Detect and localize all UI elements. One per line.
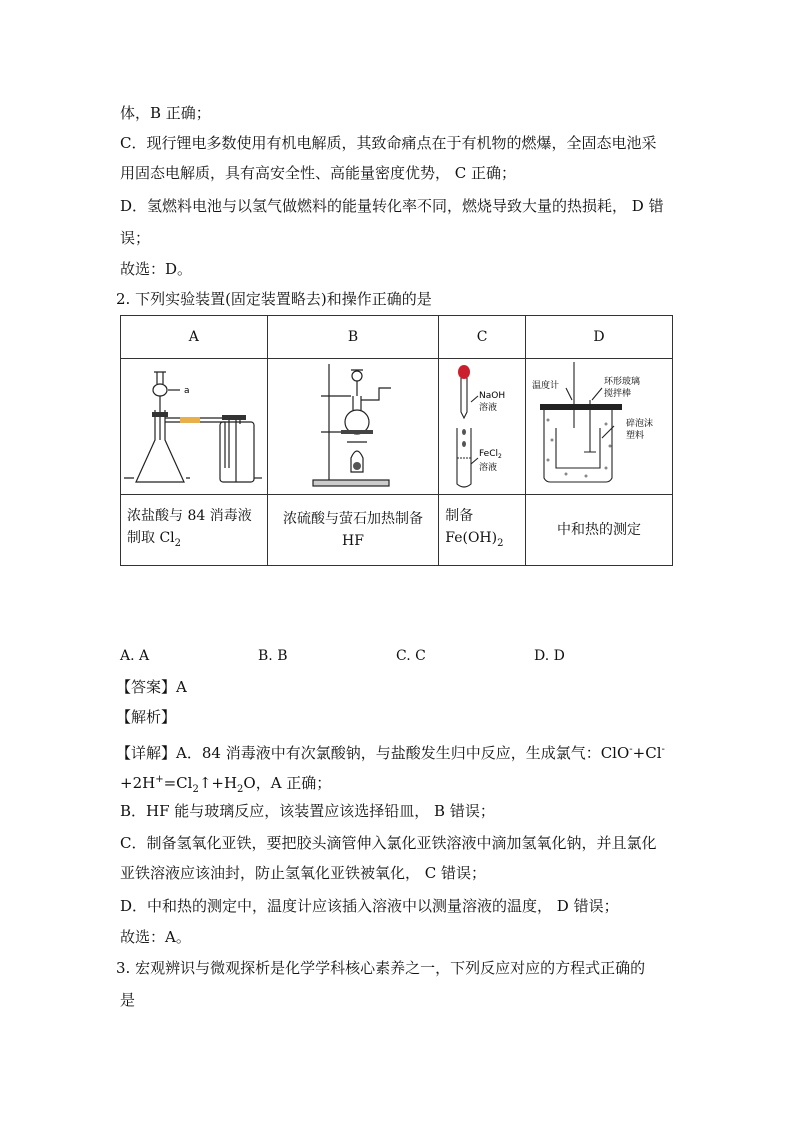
label-foam-2: 塑料 bbox=[626, 430, 645, 441]
label-stirrer-1: 环形玻璃 bbox=[604, 376, 641, 387]
dropper-testtube-figure bbox=[442, 360, 522, 490]
option-d[interactable]: D. D bbox=[534, 648, 565, 664]
figure-b bbox=[267, 359, 439, 495]
text-line: C．现行锂电多数使用有机电解质，其致命痛点在于有机物的燃爆，全固态电池采 bbox=[120, 134, 657, 152]
caption-d: 中和热的测定 bbox=[526, 495, 673, 566]
answer-line: 【答案】A bbox=[116, 678, 187, 696]
question-3-line-1: 3. 宏观辨识与微观探析是化学学科核心素养之一，下列反应对应的方程式正确的 bbox=[116, 959, 646, 977]
header-a: A bbox=[121, 316, 268, 359]
label-a: a bbox=[183, 385, 190, 396]
figure-a bbox=[121, 359, 268, 495]
caption-a-line2: 制取 $Cl_2$ bbox=[127, 530, 182, 549]
caption-b-line1: 浓硫酸与萤石加热制备 bbox=[282, 511, 423, 527]
header-d: D bbox=[526, 316, 673, 359]
caption-a-line1: 浓盐酸与 84 消毒液 bbox=[127, 508, 252, 525]
flask-apparatus-figure bbox=[124, 360, 264, 490]
question-2-stem: 2. 下列实验装置(固定装置略去)和操作正确的是 bbox=[116, 290, 432, 308]
detail-line-6: D．中和热的测定中，温度计应该插入溶液中以测量溶液的温度， D 错误； bbox=[120, 897, 619, 915]
text-line: 体，B 正确； bbox=[120, 104, 211, 122]
detail-line-5: 亚铁溶液应该油封，防止氢氧化亚铁被氧化， C 错误； bbox=[120, 864, 487, 882]
text-line: 误； bbox=[120, 229, 151, 247]
figure-d bbox=[526, 359, 673, 495]
analysis-heading: 【解析】 bbox=[116, 708, 177, 726]
option-b[interactable]: B. B bbox=[258, 648, 288, 664]
apparatus-table bbox=[120, 315, 673, 566]
figure-c bbox=[439, 359, 526, 495]
distillation-stand-figure bbox=[273, 360, 433, 490]
label-fecl2: FeCl$_2$ bbox=[479, 448, 502, 460]
detail-line-3: B．HF 能与玻璃反应，该装置应该选择铅皿， B 错误； bbox=[120, 802, 495, 820]
detail-line-2: $+2H^+=Cl_2↑+H_2O$，A 正确； bbox=[120, 774, 332, 795]
text-line: 故选：D。 bbox=[120, 260, 193, 278]
label-thermometer: 温度计 bbox=[532, 380, 560, 391]
header-c: C bbox=[439, 316, 526, 359]
caption-a bbox=[121, 495, 268, 566]
caption-c-line2: $Fe(OH)_2$ bbox=[445, 530, 504, 549]
label-fecl2-solution: 溶液 bbox=[479, 462, 498, 473]
detail-line-4: C．制备氢氧化亚铁，要把胶头滴管伸入氯化亚铁溶液中滴加氢氧化钠，并且氯化 bbox=[120, 834, 657, 852]
header-b: B bbox=[267, 316, 439, 359]
caption-c bbox=[439, 495, 526, 566]
text-line: 用固态电解质，具有高安全性、高能量密度优势， C 正确； bbox=[120, 164, 517, 182]
caption-c-line1: 制备 bbox=[445, 508, 474, 525]
label-foam-1: 碎泡沫 bbox=[626, 418, 654, 429]
option-c[interactable]: C. C bbox=[396, 648, 426, 664]
text-line: D．氢燃料电池与以氢气做燃料的能量转化率不同，燃烧导致大量的热损耗， D 错 bbox=[120, 197, 664, 215]
caption-b-line2: HF bbox=[342, 533, 364, 549]
label-naoh: NaOH bbox=[479, 390, 506, 401]
calorimeter-figure bbox=[526, 360, 672, 490]
detail-line-1: 【详解】A．84 消毒液中有次氯酸钠，与盐酸发生归中反应，生成氯气：ClO-+Cl- bbox=[116, 744, 665, 762]
label-stirrer-2: 搅拌棒 bbox=[604, 388, 632, 399]
detail-line-7: 故选：A。 bbox=[120, 928, 191, 946]
caption-b bbox=[267, 495, 439, 566]
question-3-line-2: 是 bbox=[120, 991, 136, 1009]
option-a[interactable]: A. A bbox=[120, 648, 150, 664]
label-naoh-solution: 溶液 bbox=[479, 402, 498, 413]
